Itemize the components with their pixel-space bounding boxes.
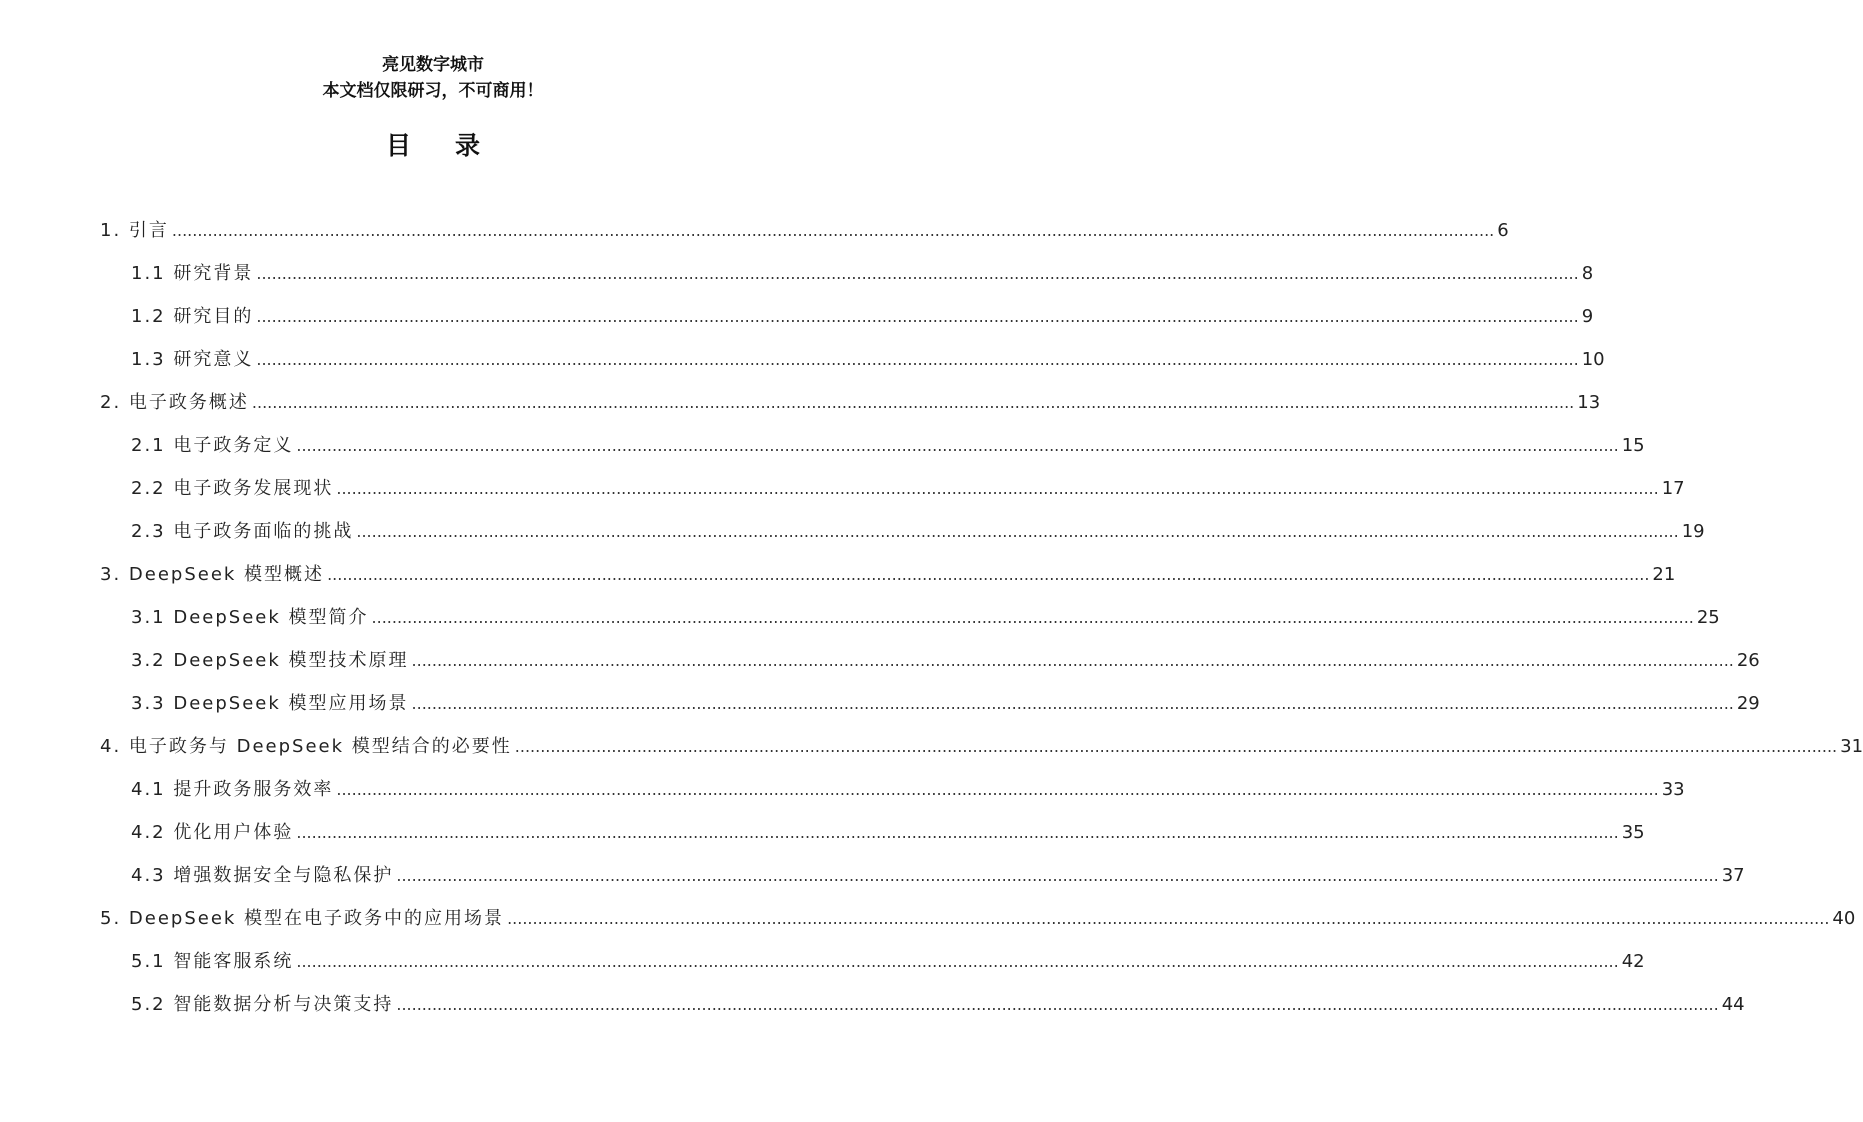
toc-entry-label: 3. DeepSeek 模型概述: [100, 564, 325, 585]
toc-dot-leader: ....................................................................................................................................................................................................................................................................: [396, 866, 1719, 885]
toc-entry-label: 1. 引言: [100, 220, 169, 241]
toc-dot-leader: ....................................................................................................................................................................................................................................................................: [251, 393, 1575, 412]
toc-entry-label: 2.2 电子政务发展现状: [131, 478, 334, 499]
toc-entry-label: 2.1 电子政务定义: [131, 435, 294, 456]
toc-dot-leader: ....................................................................................................................................................................................................................................................................: [411, 651, 1734, 670]
toc-dot-leader: ....................................................................................................................................................................................................................................................................: [296, 952, 1619, 971]
toc-entry-label: 1.1 研究背景: [131, 263, 254, 284]
toc-entry-page-number: 44: [1721, 994, 1745, 1015]
toc-entry[interactable]: [131, 339, 1605, 373]
toc-entry[interactable]: [131, 769, 1685, 803]
toc-entry-page-number: 21: [1652, 564, 1676, 585]
toc-entry-page-number: 33: [1661, 779, 1685, 800]
toc-dot-leader: ....................................................................................................................................................................................................................................................................: [411, 694, 1734, 713]
toc-entry-page-number: 42: [1621, 951, 1645, 972]
toc-entry[interactable]: [131, 812, 1645, 846]
toc-entry-page-number: 29: [1736, 693, 1760, 714]
toc-entry-label: 4.2 优化用户体验: [131, 822, 294, 843]
toc-entry-label: 4.3 增强数据安全与隐私保护: [131, 865, 394, 886]
toc-title: 目录: [385, 131, 524, 160]
toc-entry-page-number: 17: [1661, 478, 1685, 499]
toc-entry[interactable]: [131, 683, 1760, 717]
toc-entry-page-number: 13: [1577, 392, 1601, 413]
toc-entry[interactable]: [100, 554, 1676, 588]
toc-dot-leader: ....................................................................................................................................................................................................................................................................: [507, 909, 1830, 928]
toc-entry-label: 3.3 DeepSeek 模型应用场景: [131, 693, 409, 714]
toc-entry[interactable]: [131, 425, 1645, 459]
toc-dot-leader: ....................................................................................................................................................................................................................................................................: [327, 565, 1650, 584]
toc-entry-label: 3.2 DeepSeek 模型技术原理: [131, 650, 409, 671]
toc-entry-page-number: 35: [1621, 822, 1645, 843]
toc-entry[interactable]: [131, 511, 1705, 545]
toc-entry-page-number: 26: [1736, 650, 1760, 671]
toc-entry-label: 5. DeepSeek 模型在电子政务中的应用场景: [100, 908, 505, 929]
toc-entry-page-number: 31: [1840, 736, 1863, 757]
toc-entry-label: 4. 电子政务与 DeepSeek 模型结合的必要性: [100, 736, 512, 757]
toc-dot-leader: ....................................................................................................................................................................................................................................................................: [296, 436, 1619, 455]
toc-entry[interactable]: [100, 382, 1601, 416]
header-org-name: 亮见数字城市: [382, 55, 484, 75]
toc-entry[interactable]: [131, 253, 1594, 287]
toc-entry-page-number: 25: [1696, 607, 1720, 628]
toc-dot-leader: ....................................................................................................................................................................................................................................................................: [396, 995, 1719, 1014]
toc-entry-page-number: 15: [1621, 435, 1645, 456]
toc-dot-leader: ....................................................................................................................................................................................................................................................................: [336, 479, 1659, 498]
toc-entry-label: 2.3 电子政务面临的挑战: [131, 521, 354, 542]
toc-entry-label: 2. 电子政务概述: [100, 392, 249, 413]
toc-dot-leader: ....................................................................................................................................................................................................................................................................: [256, 264, 1579, 283]
toc-entry[interactable]: [131, 855, 1745, 889]
toc-dot-leader: ....................................................................................................................................................................................................................................................................: [256, 350, 1579, 369]
toc-entry-label: 3.1 DeepSeek 模型简介: [131, 607, 369, 628]
toc-dot-leader: ....................................................................................................................................................................................................................................................................: [356, 522, 1679, 541]
toc-entry[interactable]: [131, 597, 1720, 631]
toc-entry-page-number: 6: [1497, 220, 1509, 241]
toc-entry-page-number: 9: [1581, 306, 1594, 327]
toc-entry[interactable]: [131, 941, 1645, 975]
toc-entry[interactable]: [131, 468, 1685, 502]
toc-dot-leader: ....................................................................................................................................................................................................................................................................: [171, 221, 1495, 240]
toc-entry[interactable]: [131, 296, 1594, 330]
toc-entry[interactable]: [131, 640, 1760, 674]
document-header: [0, 52, 866, 104]
toc-entry-label: 1.3 研究意义: [131, 349, 254, 370]
toc-entry-page-number: 37: [1721, 865, 1745, 886]
toc-entry-page-number: 8: [1581, 263, 1594, 284]
toc-entry-page-number: 10: [1581, 349, 1605, 370]
toc-dot-leader: ....................................................................................................................................................................................................................................................................: [296, 823, 1619, 842]
toc-dot-leader: ....................................................................................................................................................................................................................................................................: [371, 608, 1694, 627]
toc-dot-leader: ....................................................................................................................................................................................................................................................................: [256, 307, 1579, 326]
toc-entry-label: 4.1 提升政务服务效率: [131, 779, 334, 800]
toc-entry-label: 5.2 智能数据分析与决策支持: [131, 994, 394, 1015]
toc-entry[interactable]: [100, 726, 1863, 760]
toc-entry-page-number: 40: [1832, 908, 1856, 929]
toc-entry-label: 5.1 智能客服系统: [131, 951, 294, 972]
toc-entry-label: 1.2 研究目的: [131, 306, 254, 327]
toc-entry[interactable]: [100, 898, 1856, 932]
toc-dot-leader: ....................................................................................................................................................................................................................................................................: [336, 780, 1659, 799]
toc-dot-leader: ....................................................................................................................................................................................................................................................................: [514, 737, 1838, 756]
toc-entry[interactable]: [100, 210, 1509, 244]
toc-entry-page-number: 19: [1681, 521, 1705, 542]
toc-entry[interactable]: [131, 984, 1745, 1018]
header-usage-notice: 本文档仅限研习，不可商用！: [322, 81, 544, 101]
